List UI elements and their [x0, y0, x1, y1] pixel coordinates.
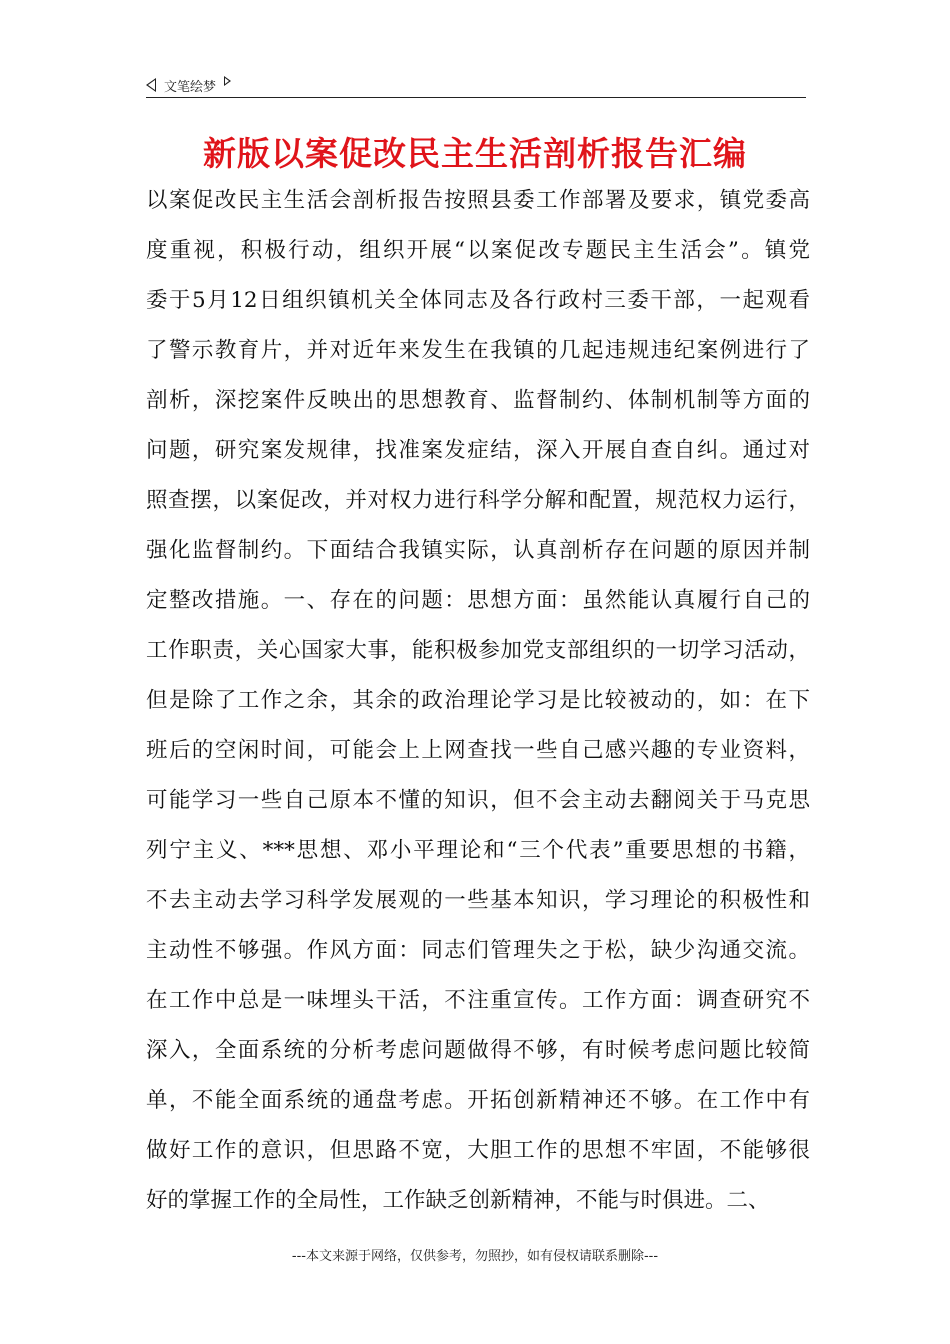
body-line: 以案促改民主生活会剖析报告按照县委工作部署及要求，镇党委高: [146, 188, 810, 213]
body-line: 定整改措施。一、存在的问题：思想方面：虽然能认真履行自己的: [146, 588, 810, 613]
body-line: 不去主动去学习科学发展观的一些基本知识，学习理论的积极性和: [146, 888, 810, 913]
body-line: 好的掌握工作的全局性，工作缺乏创新精神，不能与时俱进。二、: [146, 1188, 770, 1213]
triangle-right-icon: [224, 76, 231, 86]
document-title: 新版以案促改民主生活剖析报告汇编: [203, 134, 747, 173]
body-line: 列宁主义、***思想、邓小平理论和“三个代表”重要思想的书籍，: [146, 838, 810, 863]
page-footer: ---本文来源于网络，仅供参考，勿照抄，如有侵权请联系删除---: [291, 1249, 659, 1264]
body-line: 度重视，积极行动，组织开展“以案促改专题民主生活会”。镇党: [146, 238, 810, 263]
body-line: 主动性不够强。作风方面：同志们管理失之于松，缺少沟通交流。: [146, 938, 810, 963]
body-line: 剖析，深挖案件反映出的思想教育、监督制约、体制机制等方面的: [146, 388, 810, 413]
body-line: 但是除了工作之余，其余的政治理论学习是比较被动的，如：在下: [146, 688, 810, 713]
header-brand: 文笔绘梦: [164, 79, 217, 95]
body-line: 问题，研究案发规律，找准案发症结，深入开展自查自纠。通过对: [146, 438, 810, 463]
body-line: 班后的空闲时间，可能会上上网查找一些自己感兴趣的专业资料，: [146, 738, 810, 763]
triangle-left-icon: [146, 78, 156, 92]
body-line: 单，不能全面系统的通盘考虑。开拓创新精神还不够。在工作中有: [146, 1088, 810, 1113]
body-line: 了警示教育片，并对近年来发生在我镇的几起违规违纪案例进行了: [146, 338, 810, 363]
body-line: 可能学习一些自己原本不懂的知识，但不会主动去翻阅关于马克思: [146, 788, 810, 813]
body-line: 强化监督制约。下面结合我镇实际，认真剖析存在问题的原因并制: [146, 538, 810, 563]
document-body: [146, 178, 810, 1228]
body-line: 在工作中总是一味埋头干活，不注重宣传。工作方面：调查研究不: [146, 988, 810, 1013]
body-line: 照查摆，以案促改，并对权力进行科学分解和配置，规范权力运行，: [146, 488, 810, 513]
body-line: 做好工作的意识，但思路不宽，大胆工作的思想不牢固，不能够很: [146, 1138, 810, 1163]
header-divider: [146, 97, 806, 98]
body-line: 委于5月12日组织镇机关全体同志及各行政村三委干部，一起观看: [146, 288, 810, 313]
body-line: 工作职责，关心国家大事，能积极参加党支部组织的一切学习活动，: [146, 638, 810, 663]
body-line: 深入，全面系统的分析考虑问题做得不够，有时候考虑问题比较简: [146, 1038, 810, 1063]
page-header: [146, 72, 806, 98]
